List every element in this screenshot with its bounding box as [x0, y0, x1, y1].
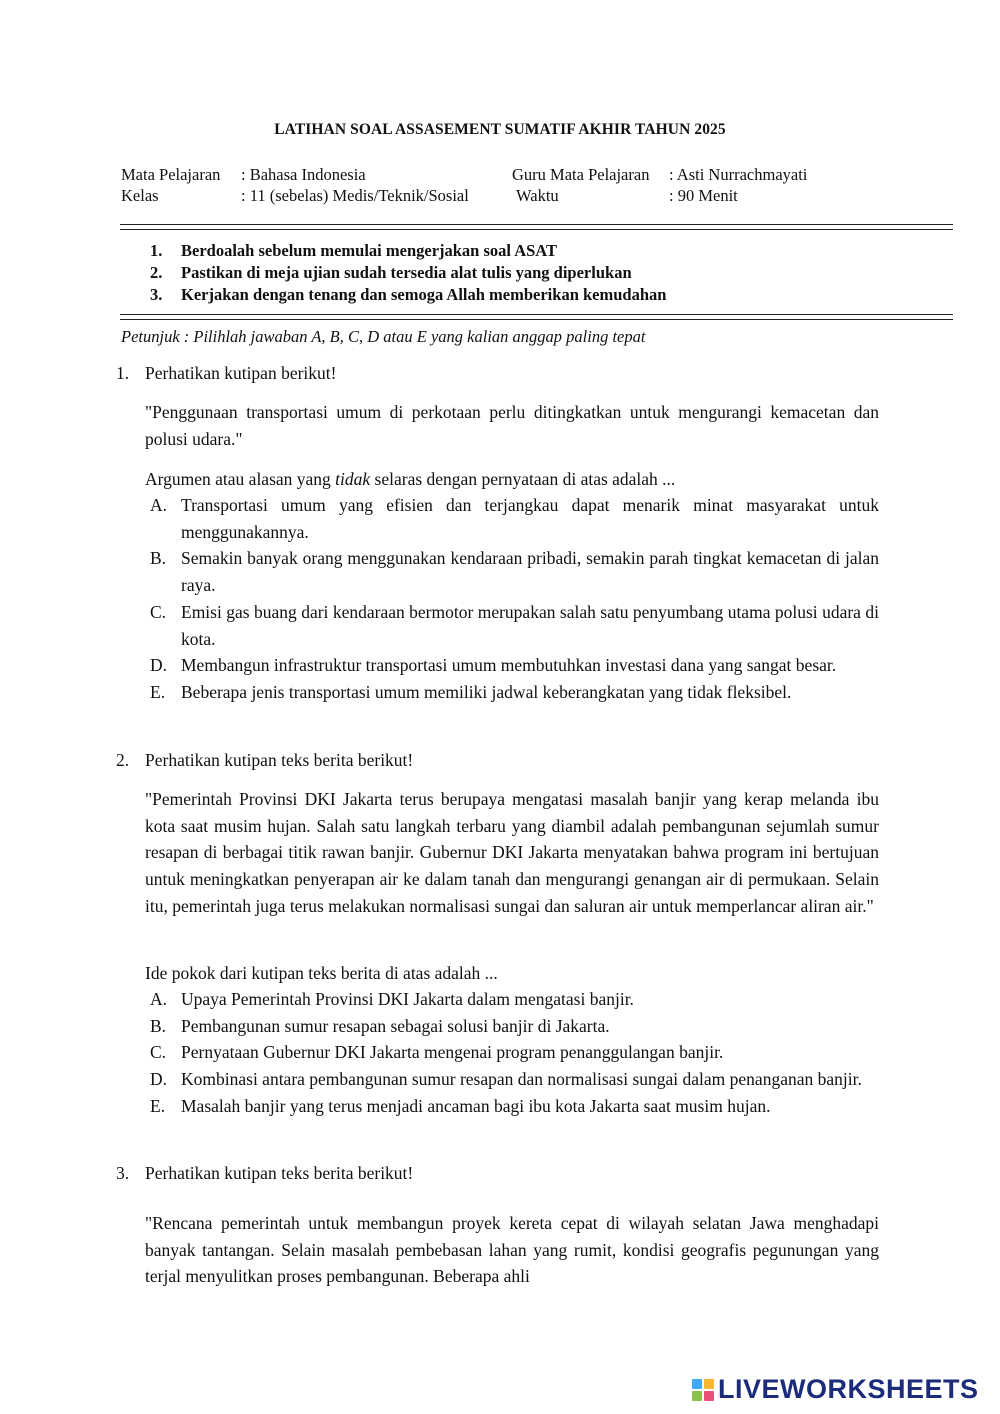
time-label: Waktu	[516, 186, 559, 205]
subject-value: : Bahasa Indonesia	[241, 165, 366, 184]
rule-item	[150, 284, 666, 306]
option-letter: A.	[150, 495, 168, 515]
option-letter: E.	[150, 1095, 166, 1116]
option-c[interactable]	[150, 599, 879, 652]
question-1-options	[150, 492, 879, 706]
exam-rules	[150, 240, 666, 306]
option-text: Beberapa jenis transportasi umum memiliki jadwal keberangkatan yang tidak fleksibel.	[181, 681, 792, 702]
rule-text: Pastikan di meja ujian sudah tersedia alat tulis yang diperlukan	[181, 263, 632, 282]
option-letter: E.	[150, 681, 166, 702]
rule-item	[150, 240, 666, 262]
liveworksheets-logo	[692, 1374, 979, 1405]
option-e[interactable]	[150, 1093, 879, 1120]
divider-top	[120, 224, 953, 230]
ask-text: selaras dengan pernyataan di atas adalah ...	[370, 469, 676, 489]
question-2-quote: "Pemerintah Provinsi DKI Jakarta terus berupaya mengatasi masalah banjir yang kerap melanda ibu kota saat musim hujan. Salah satu langkah terbaru yang diambil adalah pembangunan sejumlah sumur resapan di berbagai titik rawan banjir. Gubernur DKI Jakarta menyatakan bahwa program ini bertujuan untuk meningkatkan penyerapan air ke dalam tanah dan mengurangi genangan air di permukaan. Selain itu, pemerintah juga terus melakukan normalisasi sungai dan saluran air untuk memperlancar aliran air."	[145, 789, 879, 916]
option-letter: D.	[150, 655, 168, 676]
question-3-quote: "Rencana pemerintah untuk membangun proyek kereta cepat di wilayah selatan Jawa menghadapi banyak tantangan. Selain masalah pembebasan lahan yang rumit, kondisi geografis pegunungan yang terjal menyulitkan proses pembangunan. Beberapa ahli	[145, 1213, 879, 1287]
question-1-heading	[116, 363, 336, 384]
option-d[interactable]	[150, 1066, 879, 1093]
logo-mark-icon	[692, 1379, 714, 1401]
option-text: Upaya Pemerintah Provinsi DKI Jakarta dalam mengatasi banjir.	[181, 989, 634, 1009]
option-letter: A.	[150, 989, 168, 1009]
subject-label: Mata Pelajaran	[121, 165, 221, 184]
option-letter: C.	[150, 1042, 167, 1063]
option-text: Transportasi umum yang efisien dan terjangkau dapat menarik minat masyarakat untuk menggunakannya.	[181, 495, 879, 542]
logo-tile	[704, 1379, 714, 1389]
option-letter: C.	[150, 601, 167, 622]
option-text: Membangun infrastruktur transportasi umum membutuhkan investasi dana yang sangat besar.	[181, 655, 837, 676]
option-d[interactable]	[150, 652, 879, 679]
rule-number: 3.	[150, 285, 163, 304]
option-b[interactable]	[150, 1013, 879, 1040]
option-text: Emisi gas buang dari kendaraan bermotor merupakan salah satu penyumbang utama polusi udara di kota.	[181, 601, 879, 649]
option-a[interactable]	[150, 986, 879, 1013]
ask-emphasis: tidak	[335, 469, 371, 489]
option-text: Kombinasi antara pembangunan sumur resapan dan normalisasi sungai dalam penanganan banjir.	[181, 1069, 862, 1090]
rule-item	[150, 262, 666, 284]
option-letter: D.	[150, 1069, 168, 1090]
class-label: Kelas	[121, 186, 159, 205]
page-title: LATIHAN SOAL ASSASEMENT SUMATIF AKHIR TAHUN 2025	[274, 121, 726, 138]
option-text: Semakin banyak orang menggunakan kendaraan pribadi, semakin parah tingkat kemacetan di jalan raya.	[181, 548, 879, 596]
rule-number: 2.	[150, 263, 163, 282]
question-1-ask	[145, 469, 675, 490]
question-2-options	[150, 986, 879, 1120]
logo-tile	[704, 1391, 714, 1401]
instructions: Petunjuk : Pilihlah jawaban A, B, C, D atau E yang kalian anggap paling tepat	[121, 327, 646, 346]
option-c[interactable]	[150, 1039, 879, 1066]
question-2-heading	[116, 750, 413, 771]
question-2-ask: Ide pokok dari kutipan teks berita di atas adalah ...	[145, 963, 498, 983]
divider-bottom	[120, 314, 953, 320]
option-text: Pernyataan Gubernur DKI Jakarta mengenai program penanggulangan banjir.	[181, 1042, 724, 1063]
rule-number: 1.	[150, 241, 163, 260]
question-number: 3.	[116, 1163, 130, 1183]
option-e[interactable]	[150, 679, 879, 706]
class-value: : 11 (sebelas) Medis/Teknik/Sosial	[241, 186, 469, 205]
logo-tile	[692, 1391, 702, 1401]
question-prompt: Perhatikan kutipan berikut!	[145, 363, 337, 383]
teacher-value: : Asti Nurrachmayati	[669, 165, 808, 184]
rule-text: Kerjakan dengan tenang dan semoga Allah memberikan kemudahan	[181, 285, 667, 304]
logo-text: LIVEWORKSHEETS	[718, 1374, 979, 1404]
question-prompt: Perhatikan kutipan teks berita berikut!	[145, 750, 414, 770]
option-text: Masalah banjir yang terus menjadi ancaman bagi ibu kota Jakarta saat musim hujan.	[181, 1095, 771, 1116]
time-value: : 90 Menit	[669, 186, 738, 205]
question-number: 2.	[116, 750, 130, 770]
question-prompt: Perhatikan kutipan teks berita berikut!	[145, 1163, 414, 1183]
option-text: Pembangunan sumur resapan sebagai solusi banjir di Jakarta.	[181, 1015, 610, 1036]
rule-text: Berdoalah sebelum memulai mengerjakan soal ASAT	[181, 241, 557, 260]
teacher-label: Guru Mata Pelajaran	[512, 165, 650, 184]
question-number: 1.	[116, 363, 130, 383]
option-b[interactable]	[150, 545, 879, 598]
option-letter: B.	[150, 548, 167, 569]
option-a[interactable]	[150, 492, 879, 545]
logo-tile	[692, 1379, 702, 1389]
option-letter: B.	[150, 1015, 167, 1036]
ask-text: Argumen atau alasan yang	[145, 469, 336, 489]
question-3-heading	[116, 1163, 413, 1184]
question-1-quote: "Penggunaan transportasi umum di perkotaan perlu ditingkatkan untuk mengurangi kemacetan dan polusi udara."	[145, 402, 879, 449]
